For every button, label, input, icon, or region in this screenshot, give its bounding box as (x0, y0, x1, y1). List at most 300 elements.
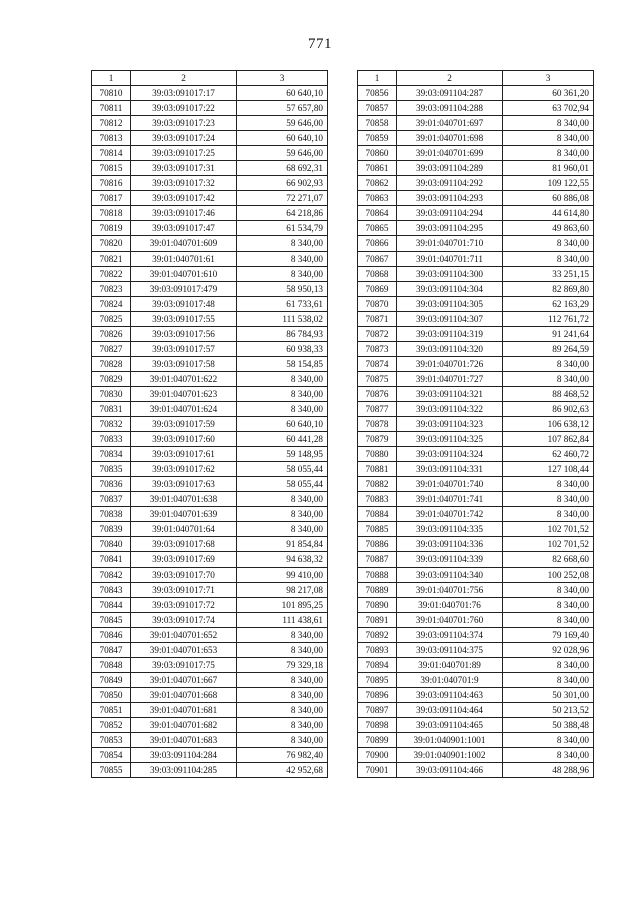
cadastral-number-cell: 39:01:040901:1002 (397, 748, 503, 763)
cadastral-number-cell: 39:01:040701:623 (131, 386, 237, 401)
row-number-cell: 70890 (358, 597, 397, 612)
cadastral-value-cell: 111 438,61 (237, 612, 328, 627)
cadastral-number-cell: 39:03:091104:307 (397, 311, 503, 326)
cadastral-value-cell: 101 895,25 (237, 597, 328, 612)
cadastral-value-cell: 8 340,00 (503, 116, 594, 131)
table-row (92, 131, 328, 146)
table-row (92, 462, 328, 477)
cadastral-value-cell: 63 702,94 (503, 101, 594, 116)
table-row (92, 161, 328, 176)
cadastral-number-cell: 39:03:091017:58 (131, 356, 237, 371)
table-row (358, 492, 594, 507)
table-row (358, 116, 594, 131)
cadastral-number-cell: 39:01:040701:653 (131, 642, 237, 657)
row-number-cell: 70879 (358, 432, 397, 447)
cadastral-number-cell: 39:03:091104:463 (397, 687, 503, 702)
table-row (92, 537, 328, 552)
cadastral-number-cell: 39:03:091017:24 (131, 131, 237, 146)
cadastral-value-cell: 62 163,29 (503, 296, 594, 311)
cadastral-number-cell: 39:01:040701:89 (397, 657, 503, 672)
row-number-cell: 70812 (92, 116, 131, 131)
table-row (92, 296, 328, 311)
cadastral-value-cell: 8 340,00 (503, 477, 594, 492)
row-number-cell: 70829 (92, 371, 131, 386)
cadastral-value-cell: 8 340,00 (503, 597, 594, 612)
table-row (358, 281, 594, 296)
cadastral-value-cell: 59 646,00 (237, 146, 328, 161)
row-number-cell: 70852 (92, 717, 131, 732)
row-number-cell: 70848 (92, 657, 131, 672)
cadastral-value-cell: 8 340,00 (237, 492, 328, 507)
row-number-cell: 70851 (92, 702, 131, 717)
cadastral-value-cell: 60 441,28 (237, 432, 328, 447)
row-number-cell: 70872 (358, 326, 397, 341)
cadastral-number-cell: 39:03:091104:305 (397, 296, 503, 311)
cadastral-value-cell: 33 251,15 (503, 266, 594, 281)
row-number-cell: 70883 (358, 492, 397, 507)
row-number-cell: 70899 (358, 733, 397, 748)
cadastral-value-cell: 88 468,52 (503, 386, 594, 401)
table-row (92, 748, 328, 763)
row-number-cell: 70833 (92, 432, 131, 447)
table-row (358, 417, 594, 432)
cadastral-value-cell: 61 534,79 (237, 221, 328, 236)
row-number-cell: 70837 (92, 492, 131, 507)
cadastral-number-cell: 39:03:091017:68 (131, 537, 237, 552)
cadastral-number-cell: 39:01:040701:726 (397, 356, 503, 371)
row-number-cell: 70845 (92, 612, 131, 627)
cadastral-value-cell: 8 340,00 (503, 131, 594, 146)
cadastral-value-cell: 8 340,00 (237, 401, 328, 416)
cadastral-number-cell: 39:01:040701:756 (397, 582, 503, 597)
cadastral-value-cell: 44 614,80 (503, 206, 594, 221)
row-number-cell: 70826 (92, 326, 131, 341)
table-row (92, 236, 328, 251)
table-row (92, 702, 328, 717)
table-row (358, 612, 594, 627)
cadastral-value-cell: 68 692,31 (237, 161, 328, 176)
row-number-cell: 70893 (358, 642, 397, 657)
row-number-cell: 70868 (358, 266, 397, 281)
row-number-cell: 70869 (358, 281, 397, 296)
table-row (92, 326, 328, 341)
column-header-value: 3 (237, 71, 328, 86)
row-number-cell: 70850 (92, 687, 131, 702)
table-row (358, 432, 594, 447)
cadastral-number-cell: 39:03:091104:466 (397, 763, 503, 778)
row-number-cell: 70817 (92, 191, 131, 206)
cadastral-number-cell: 39:03:091104:319 (397, 326, 503, 341)
cadastral-number-cell: 39:03:091104:325 (397, 432, 503, 447)
table-row (358, 462, 594, 477)
cadastral-number-cell: 39:01:040701:9 (397, 672, 503, 687)
cadastral-number-cell: 39:01:040701:683 (131, 733, 237, 748)
cadastral-value-cell: 8 340,00 (503, 733, 594, 748)
row-number-cell: 70818 (92, 206, 131, 221)
row-number-cell: 70863 (358, 191, 397, 206)
table-row (358, 702, 594, 717)
table-row (92, 672, 328, 687)
cadastral-value-cell: 50 301,00 (503, 687, 594, 702)
cadastral-number-cell: 39:01:040701:638 (131, 492, 237, 507)
row-number-cell: 70827 (92, 341, 131, 356)
table-row (358, 657, 594, 672)
cadastral-number-cell: 39:01:040701:697 (397, 116, 503, 131)
row-number-cell: 70859 (358, 131, 397, 146)
cadastral-value-cell: 8 340,00 (503, 251, 594, 266)
table-row (92, 371, 328, 386)
cadastral-value-cell: 59 148,95 (237, 447, 328, 462)
row-number-cell: 70898 (358, 717, 397, 732)
table-row (358, 672, 594, 687)
table-row (358, 311, 594, 326)
cadastral-value-cell: 100 252,08 (503, 567, 594, 582)
cadastral-number-cell: 39:03:091017:42 (131, 191, 237, 206)
cadastral-value-cell: 72 271,07 (237, 191, 328, 206)
row-number-cell: 70870 (358, 296, 397, 311)
cadastral-number-cell: 39:03:091104:340 (397, 567, 503, 582)
table-row (358, 447, 594, 462)
table-row (92, 733, 328, 748)
cadastral-value-cell: 8 340,00 (503, 657, 594, 672)
cadastral-value-cell: 8 340,00 (237, 371, 328, 386)
row-number-cell: 70819 (92, 221, 131, 236)
cadastral-value-cell: 8 340,00 (237, 251, 328, 266)
table-row (92, 417, 328, 432)
register-table-left (91, 70, 328, 778)
table-row (358, 176, 594, 191)
cadastral-value-cell: 8 340,00 (503, 582, 594, 597)
table-row (92, 221, 328, 236)
cadastral-value-cell: 8 340,00 (503, 146, 594, 161)
table-row (358, 191, 594, 206)
cadastral-number-cell: 39:03:091017:70 (131, 567, 237, 582)
cadastral-value-cell: 8 340,00 (503, 612, 594, 627)
cadastral-number-cell: 39:03:091104:339 (397, 552, 503, 567)
row-number-cell: 70885 (358, 522, 397, 537)
row-number-cell: 70820 (92, 236, 131, 251)
table-row (92, 86, 328, 101)
cadastral-value-cell: 99 410,00 (237, 567, 328, 582)
row-number-cell: 70887 (358, 552, 397, 567)
cadastral-number-cell: 39:01:040701:742 (397, 507, 503, 522)
table-row (92, 582, 328, 597)
cadastral-value-cell: 91 854,84 (237, 537, 328, 552)
cadastral-value-cell: 8 340,00 (237, 266, 328, 281)
row-number-cell: 70888 (358, 567, 397, 582)
cadastral-number-cell: 39:03:091104:287 (397, 86, 503, 101)
cadastral-value-cell: 102 701,52 (503, 522, 594, 537)
table-row (92, 401, 328, 416)
row-number-cell: 70836 (92, 477, 131, 492)
cadastral-number-cell: 39:01:040701:668 (131, 687, 237, 702)
cadastral-value-cell: 112 761,72 (503, 311, 594, 326)
row-number-cell: 70832 (92, 417, 131, 432)
cadastral-value-cell: 111 538,02 (237, 311, 328, 326)
column-header-value: 3 (503, 71, 594, 86)
cadastral-value-cell: 48 288,96 (503, 763, 594, 778)
cadastral-value-cell: 8 340,00 (237, 733, 328, 748)
cadastral-number-cell: 39:03:091017:60 (131, 432, 237, 447)
cadastral-number-cell: 39:01:040901:1001 (397, 733, 503, 748)
table-row (358, 477, 594, 492)
page-number: 771 (308, 36, 332, 52)
cadastral-value-cell: 42 952,68 (237, 763, 328, 778)
table-row (92, 386, 328, 401)
table-row (358, 642, 594, 657)
cadastral-number-cell: 39:01:040701:760 (397, 612, 503, 627)
table-row (92, 687, 328, 702)
table-row (358, 733, 594, 748)
cadastral-value-cell: 8 340,00 (237, 522, 328, 537)
cadastral-number-cell: 39:01:040701:622 (131, 371, 237, 386)
cadastral-number-cell: 39:01:040701:610 (131, 266, 237, 281)
table-row (92, 567, 328, 582)
table-row (92, 597, 328, 612)
cadastral-value-cell: 66 902,93 (237, 176, 328, 191)
cadastral-number-cell: 39:03:091104:320 (397, 341, 503, 356)
cadastral-value-cell: 8 340,00 (503, 507, 594, 522)
cadastral-number-cell: 39:03:091017:75 (131, 657, 237, 672)
cadastral-value-cell: 49 863,60 (503, 221, 594, 236)
table-header-row (92, 71, 328, 86)
cadastral-value-cell: 81 960,01 (503, 161, 594, 176)
cadastral-number-cell: 39:03:091104:324 (397, 447, 503, 462)
table-row (358, 371, 594, 386)
cadastral-value-cell: 76 982,40 (237, 748, 328, 763)
row-number-cell: 70871 (358, 311, 397, 326)
table-row (92, 101, 328, 116)
row-number-cell: 70831 (92, 401, 131, 416)
table-row (92, 266, 328, 281)
cadastral-value-cell: 64 218,86 (237, 206, 328, 221)
table-row (358, 161, 594, 176)
row-number-cell: 70895 (358, 672, 397, 687)
cadastral-number-cell: 39:03:091017:32 (131, 176, 237, 191)
row-number-cell: 70846 (92, 627, 131, 642)
row-number-cell: 70825 (92, 311, 131, 326)
table-row (358, 597, 594, 612)
row-number-cell: 70860 (358, 146, 397, 161)
table-row (92, 432, 328, 447)
row-number-cell: 70889 (358, 582, 397, 597)
cadastral-value-cell: 8 340,00 (503, 371, 594, 386)
cadastral-value-cell: 106 638,12 (503, 417, 594, 432)
cadastral-number-cell: 39:03:091017:55 (131, 311, 237, 326)
cadastral-number-cell: 39:03:091017:46 (131, 206, 237, 221)
cadastral-number-cell: 39:03:091017:479 (131, 281, 237, 296)
table-row (358, 552, 594, 567)
row-number-cell: 70815 (92, 161, 131, 176)
cadastral-number-cell: 39:03:091104:304 (397, 281, 503, 296)
table-row (358, 326, 594, 341)
cadastral-value-cell: 58 154,85 (237, 356, 328, 371)
table-row (92, 522, 328, 537)
cadastral-number-cell: 39:01:040701:76 (397, 597, 503, 612)
cadastral-value-cell: 58 055,44 (237, 477, 328, 492)
cadastral-number-cell: 39:03:091104:294 (397, 206, 503, 221)
table-row (92, 116, 328, 131)
cadastral-number-cell: 39:01:040701:64 (131, 522, 237, 537)
cadastral-number-cell: 39:03:091017:62 (131, 462, 237, 477)
cadastral-value-cell: 79 169,40 (503, 627, 594, 642)
cadastral-value-cell: 8 340,00 (503, 356, 594, 371)
table-row (92, 763, 328, 778)
cadastral-value-cell: 8 340,00 (237, 642, 328, 657)
cadastral-number-cell: 39:03:091017:48 (131, 296, 237, 311)
cadastral-value-cell: 8 340,00 (237, 507, 328, 522)
table-row (92, 146, 328, 161)
cadastral-number-cell: 39:01:040701:667 (131, 672, 237, 687)
table-row (358, 582, 594, 597)
cadastral-number-cell: 39:03:091104:335 (397, 522, 503, 537)
cadastral-value-cell: 127 108,44 (503, 462, 594, 477)
cadastral-number-cell: 39:03:091017:71 (131, 582, 237, 597)
row-number-cell: 70842 (92, 567, 131, 582)
cadastral-number-cell: 39:03:091104:375 (397, 642, 503, 657)
cadastral-number-cell: 39:03:091017:47 (131, 221, 237, 236)
cadastral-value-cell: 79 329,18 (237, 657, 328, 672)
table-row (358, 266, 594, 281)
cadastral-number-cell: 39:03:091104:465 (397, 717, 503, 732)
table-row (92, 657, 328, 672)
cadastral-value-cell: 86 784,93 (237, 326, 328, 341)
cadastral-value-cell: 8 340,00 (503, 672, 594, 687)
row-number-cell: 70853 (92, 733, 131, 748)
table-row (358, 537, 594, 552)
table-row (358, 687, 594, 702)
table-row (358, 296, 594, 311)
row-number-cell: 70877 (358, 401, 397, 416)
cadastral-value-cell: 60 938,33 (237, 341, 328, 356)
row-number-cell: 70821 (92, 251, 131, 266)
row-number-cell: 70874 (358, 356, 397, 371)
cadastral-number-cell: 39:03:091017:25 (131, 146, 237, 161)
cadastral-value-cell: 92 028,96 (503, 642, 594, 657)
cadastral-number-cell: 39:01:040701:741 (397, 492, 503, 507)
row-number-cell: 70824 (92, 296, 131, 311)
cadastral-value-cell: 59 646,00 (237, 116, 328, 131)
row-number-cell: 70886 (358, 537, 397, 552)
table-row (92, 552, 328, 567)
cadastral-value-cell: 8 340,00 (237, 627, 328, 642)
column-header-cadastral: 2 (131, 71, 237, 86)
cadastral-value-cell: 8 340,00 (237, 702, 328, 717)
cadastral-number-cell: 39:03:091017:31 (131, 161, 237, 176)
row-number-cell: 70866 (358, 236, 397, 251)
cadastral-value-cell: 109 122,55 (503, 176, 594, 191)
cadastral-number-cell: 39:03:091017:23 (131, 116, 237, 131)
cadastral-value-cell: 8 340,00 (237, 672, 328, 687)
cadastral-number-cell: 39:03:091017:17 (131, 86, 237, 101)
table-row (92, 492, 328, 507)
cadastral-value-cell: 58 950,13 (237, 281, 328, 296)
row-number-cell: 70892 (358, 627, 397, 642)
row-number-cell: 70816 (92, 176, 131, 191)
row-number-cell: 70882 (358, 477, 397, 492)
row-number-cell: 70811 (92, 101, 131, 116)
cadastral-value-cell: 62 460,72 (503, 447, 594, 462)
cadastral-number-cell: 39:01:040701:727 (397, 371, 503, 386)
cadastral-number-cell: 39:01:040701:61 (131, 251, 237, 266)
table-row (92, 281, 328, 296)
row-number-cell: 70857 (358, 101, 397, 116)
row-number-cell: 70873 (358, 341, 397, 356)
table-row (358, 522, 594, 537)
cadastral-number-cell: 39:03:091104:374 (397, 627, 503, 642)
cadastral-number-cell: 39:01:040701:652 (131, 627, 237, 642)
cadastral-value-cell: 60 640,10 (237, 417, 328, 432)
table-row (358, 401, 594, 416)
row-number-cell: 70841 (92, 552, 131, 567)
cadastral-number-cell: 39:03:091104:336 (397, 537, 503, 552)
table-row (92, 612, 328, 627)
cadastral-value-cell: 8 340,00 (503, 236, 594, 251)
cadastral-number-cell: 39:03:091017:22 (131, 101, 237, 116)
table-row (92, 176, 328, 191)
cadastral-number-cell: 39:03:091104:331 (397, 462, 503, 477)
cadastral-value-cell: 60 640,10 (237, 86, 328, 101)
cadastral-value-cell: 50 388,48 (503, 717, 594, 732)
cadastral-value-cell: 8 340,00 (503, 492, 594, 507)
table-row (92, 477, 328, 492)
row-number-cell: 70813 (92, 131, 131, 146)
cadastral-number-cell: 39:03:091017:72 (131, 597, 237, 612)
cadastral-number-cell: 39:03:091104:293 (397, 191, 503, 206)
row-number-cell: 70844 (92, 597, 131, 612)
table-row (358, 206, 594, 221)
row-number-cell: 70847 (92, 642, 131, 657)
table-row (358, 221, 594, 236)
cadastral-value-cell: 98 217,08 (237, 582, 328, 597)
row-number-cell: 70884 (358, 507, 397, 522)
cadastral-value-cell: 102 701,52 (503, 537, 594, 552)
column-header-number: 1 (358, 71, 397, 86)
table-row (92, 717, 328, 732)
row-number-cell: 70856 (358, 86, 397, 101)
row-number-cell: 70854 (92, 748, 131, 763)
table-row (358, 236, 594, 251)
table-row (358, 748, 594, 763)
row-number-cell: 70814 (92, 146, 131, 161)
cadastral-value-cell: 91 241,64 (503, 326, 594, 341)
cadastral-number-cell: 39:03:091104:321 (397, 386, 503, 401)
row-number-cell: 70828 (92, 356, 131, 371)
cadastral-number-cell: 39:03:091017:69 (131, 552, 237, 567)
table-row (358, 341, 594, 356)
cadastral-number-cell: 39:03:091017:57 (131, 341, 237, 356)
cadastral-value-cell: 8 340,00 (237, 717, 328, 732)
table-row (92, 507, 328, 522)
cadastral-number-cell: 39:01:040701:698 (397, 131, 503, 146)
cadastral-number-cell: 39:03:091017:56 (131, 326, 237, 341)
row-number-cell: 70835 (92, 462, 131, 477)
cadastral-value-cell: 60 886,08 (503, 191, 594, 206)
cadastral-value-cell: 107 862,84 (503, 432, 594, 447)
row-number-cell: 70875 (358, 371, 397, 386)
cadastral-number-cell: 39:03:091104:292 (397, 176, 503, 191)
cadastral-number-cell: 39:03:091104:295 (397, 221, 503, 236)
cadastral-number-cell: 39:01:040701:639 (131, 507, 237, 522)
cadastral-number-cell: 39:03:091017:74 (131, 612, 237, 627)
row-number-cell: 70901 (358, 763, 397, 778)
table-row (358, 131, 594, 146)
row-number-cell: 70843 (92, 582, 131, 597)
cadastral-value-cell: 89 264,59 (503, 341, 594, 356)
cadastral-number-cell: 39:01:040701:711 (397, 251, 503, 266)
row-number-cell: 70878 (358, 417, 397, 432)
table-row (92, 341, 328, 356)
